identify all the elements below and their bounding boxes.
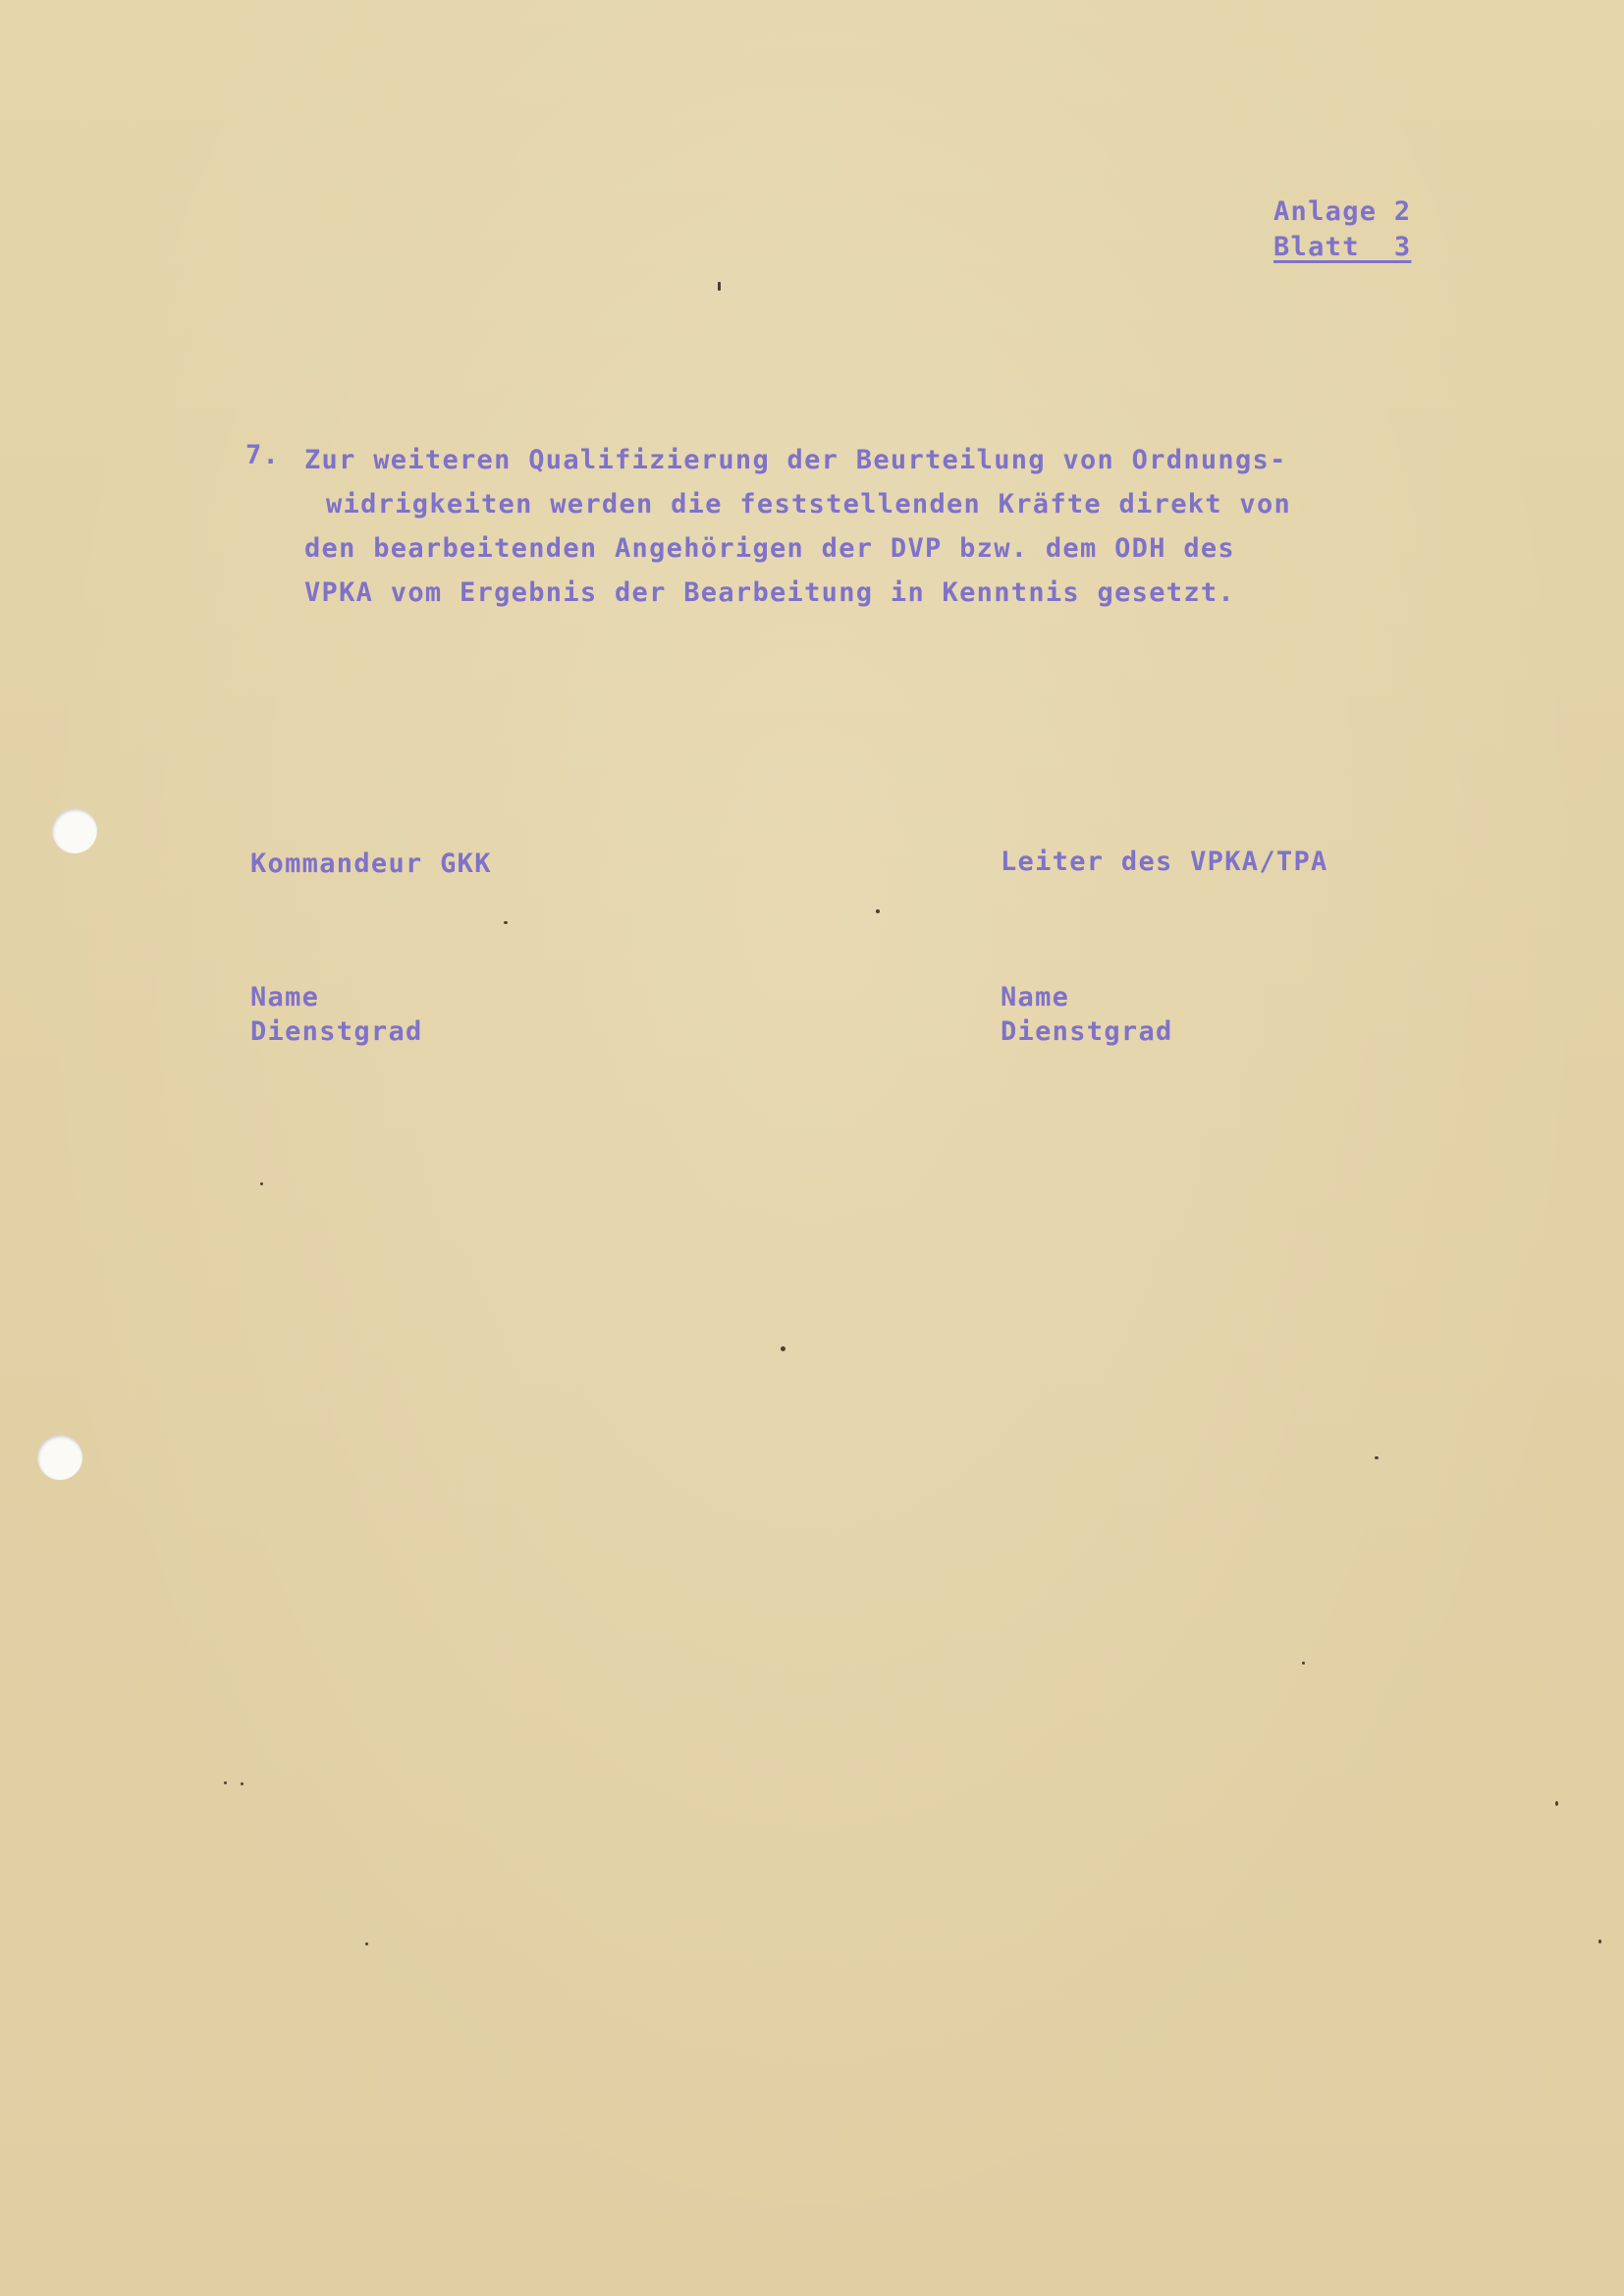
punch-hole-bottom [37,1435,82,1480]
punch-hole-top [52,808,97,853]
paper-speck [365,1942,368,1945]
paper-speck [260,1182,263,1185]
paper-speck [1375,1456,1379,1459]
paragraph-line: widrigkeiten werden die feststellenden Kräfte direkt von [326,489,1292,519]
signature-title-right: Leiter des VPKA/TPA [1001,847,1328,877]
signature-rank-right: Dienstgrad [1001,1016,1173,1047]
page-header [1273,194,1411,265]
signature-block-left [250,847,492,1049]
annex-label: Anlage 2 [1273,196,1412,227]
paper-speck [1555,1801,1558,1806]
paragraph-text [304,438,1291,615]
paragraph-line: VPKA vom Ergebnis der Bearbeitung in Kenntnis gesetzt. [304,577,1235,608]
paragraph-line: den bearbeitenden Angehörigen der DVP bzw. dem ODH des [304,533,1235,564]
paper-speck [718,282,721,291]
paper-speck [1302,1662,1305,1665]
paragraph-line: Zur weiteren Qualifizierung der Beurteilung von Ordnungs- [304,445,1287,475]
paragraph-number: 7. [245,440,281,470]
paper-speck [876,909,880,913]
signature-rank-left: Dienstgrad [250,1016,423,1047]
signature-block-right [1001,845,1328,1049]
paper-speck [241,1782,244,1785]
paper-speck [504,921,508,924]
signature-title-left: Kommandeur GKK [250,848,492,879]
paper-speck [224,1781,227,1784]
sheet-label: Blatt 3 [1273,232,1412,262]
signature-name-left: Name [250,982,320,1012]
paper-speck [781,1346,785,1351]
paper-speck [1598,1940,1601,1943]
signature-name-right: Name [1001,982,1070,1012]
